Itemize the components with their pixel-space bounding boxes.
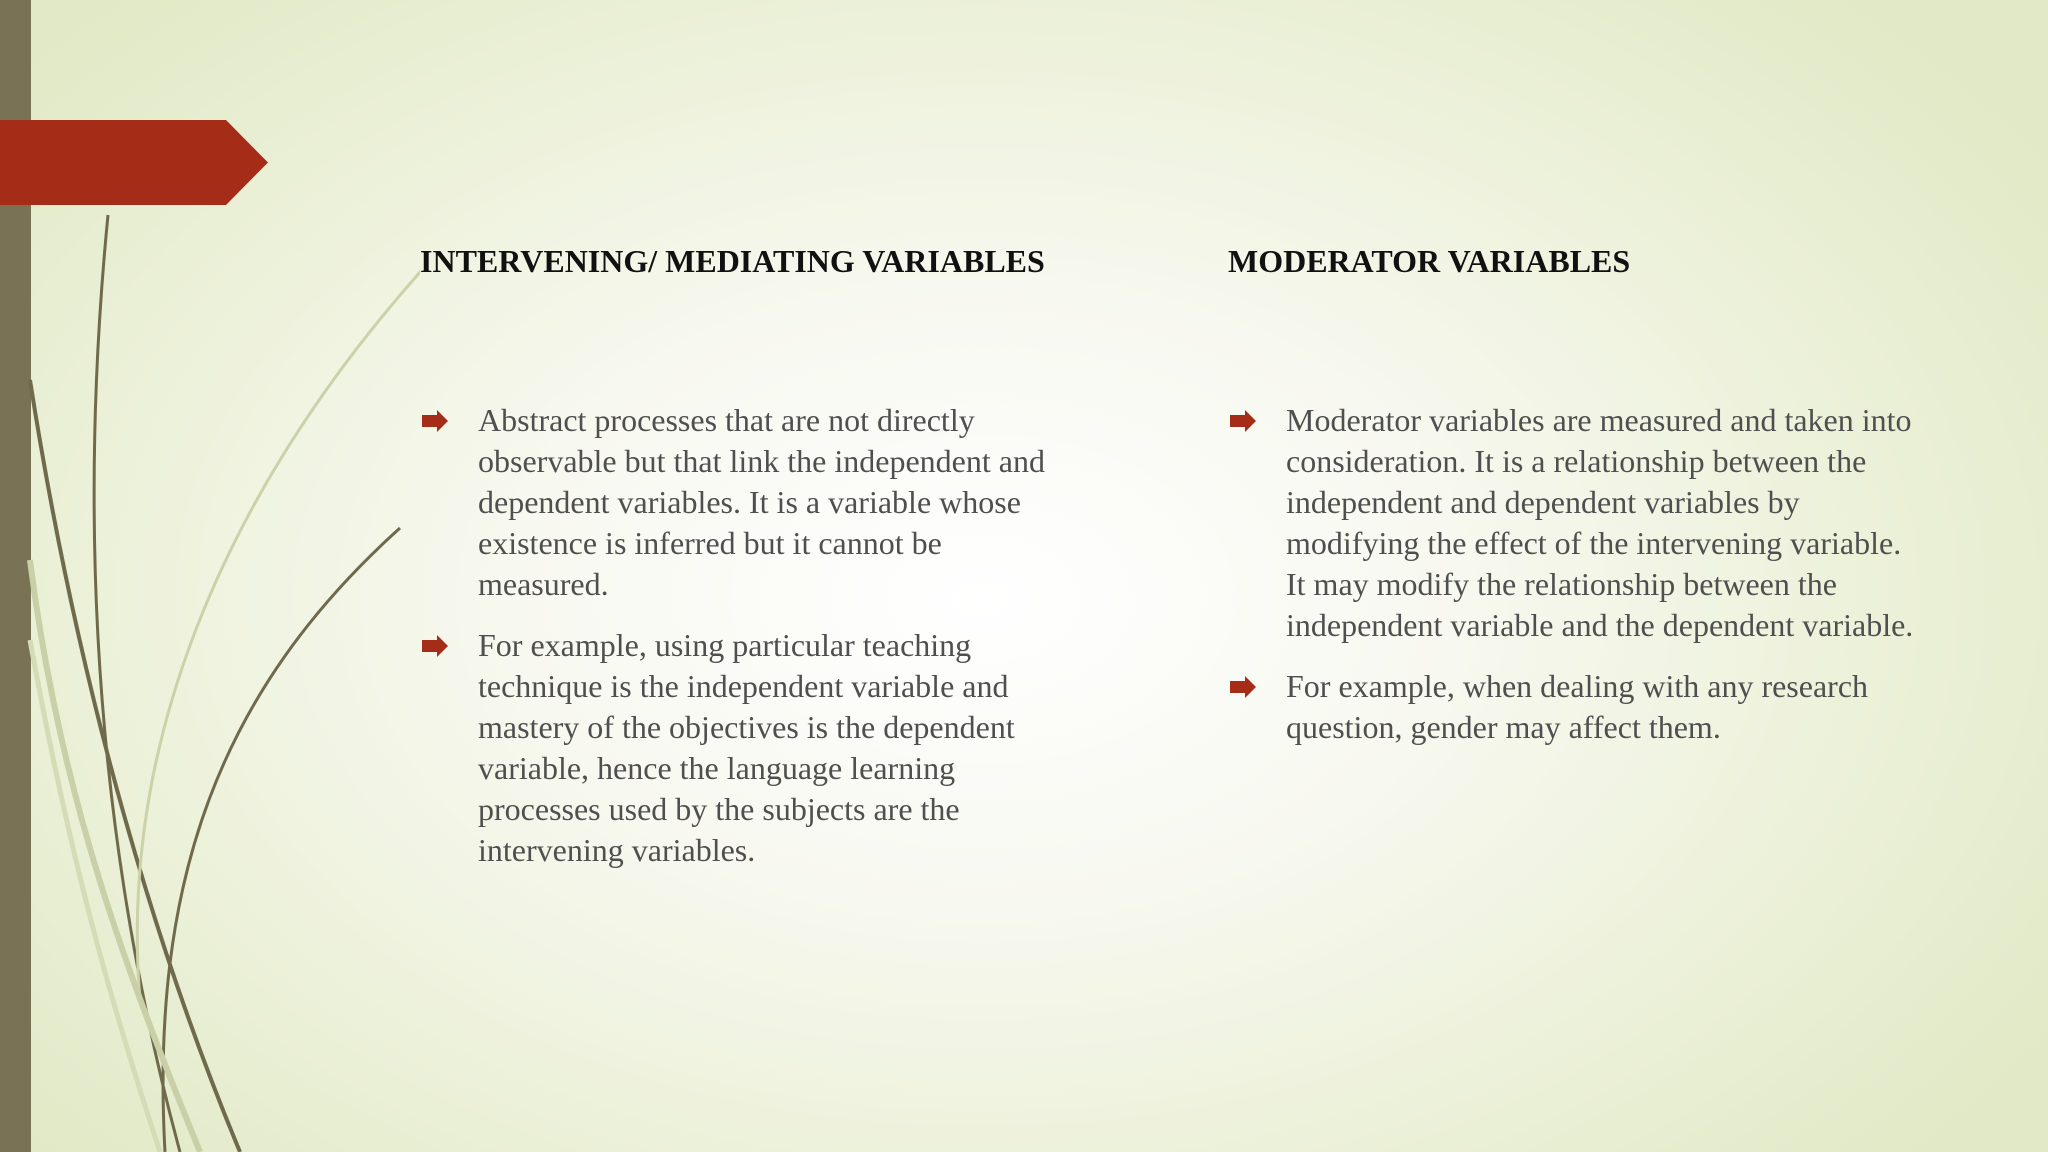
right-column-heading: MODERATOR VARIABLES	[1228, 243, 1631, 279]
left-bullet-list	[420, 400, 1080, 891]
bullet-text: Moderator variables are measured and taken into consideration. It is a relationship between the independent and dependent variables by modifying the effect of the intervening variable. It may modify the relationship between the independent variable and the dependent variable.	[1286, 402, 1914, 643]
bullet-text: For example, using particular teaching technique is the independent variable and mastery of the objectives is the dependent variable, hence the language learning processes used by the subjects are the intervening variables.	[478, 627, 1015, 868]
right-bullet-list	[1228, 400, 1928, 768]
left-column-heading: INTERVENING/ MEDIATING VARIABLES	[420, 243, 1045, 279]
bullet-arrow-icon	[420, 406, 450, 436]
decorative-curve	[30, 640, 160, 1152]
bullet-arrow-icon	[1228, 406, 1258, 436]
left-column	[420, 236, 1080, 868]
bullet-text: For example, when dealing with any research question, gender may affect them.	[1286, 668, 1869, 745]
right-column	[1228, 236, 1928, 745]
decorative-curve	[30, 560, 200, 1152]
bullet-text: Abstract processes that are not directly observable but that link the independent and dependent variables. It is a variable whose existence is inferred but it cannot be measured.	[478, 402, 1045, 602]
list-item	[420, 400, 1080, 605]
list-item	[1228, 666, 1928, 748]
list-item	[420, 625, 1080, 871]
list-item	[1228, 400, 1928, 646]
bullet-arrow-icon	[1228, 672, 1258, 702]
decorative-curve	[137, 250, 420, 1000]
decorative-curve	[94, 215, 180, 1152]
title-tab-arrow	[0, 120, 268, 205]
decorative-curve	[30, 380, 240, 1152]
decorative-curve	[163, 528, 400, 1152]
bullet-arrow-icon	[420, 631, 450, 661]
